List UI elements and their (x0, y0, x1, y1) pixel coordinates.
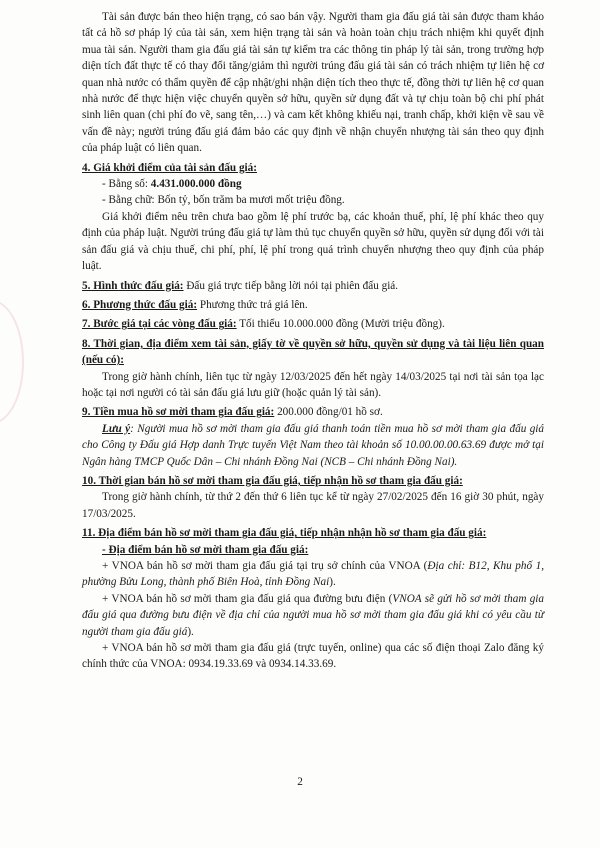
section-8-text: Trong giờ hành chính, liên tục từ ngày 12/03/2025 đến hết ngày 14/03/2025 tại nơi tài sản tọa lạc hoặc tại nơi người có tài sản đấu giá lưu giữ (hoặc quản lý tài sản). (82, 370, 544, 399)
section-7: 7. Bước giá tại các vòng đấu giá: Tối thiểu 10.000.000 đồng (Mười triệu đồng). (82, 318, 445, 331)
section-11-subtitle: - Địa điểm bán hồ sơ mời tham gia đấu giá: (102, 543, 309, 556)
section-10-text: Trong giờ hành chính, từ thứ 2 đến thứ 6 liên tục kể từ ngày 27/02/2025 đến 16 giờ 30 phút, ngày 17/03/2025. (82, 491, 544, 520)
intro-paragraph: Tài sản được bán theo hiện trạng, có sao bán vậy. Người tham gia đấu giá tài sản được tham khảo tất cả hồ sơ pháp lý của tài sản, xem hiện trạng tài sản và hoàn toàn chịu trách nhiệm khi quyết định mua tài sản. Người tham gia đấu giá tài sản tự kiểm tra các thông tin pháp lý tài sản, trong trường hợp diện tích đất thực tế có thay đổi tăng/giảm thì người trúng đấu giá tài sản có trách nhiệm tự liên hệ cơ quan nhà nước có thẩm quyền để cập nhật/ghi nhận diện tích theo thực tế, đồng thời tự liên hệ cơ quan nhà nước để thực hiện việc chuyển quyền sở hữu, quyền sử dụng đất và tự chịu toàn bộ chi phí phát sinh liên quan (chi phí đo vẽ, sang tên,…) và cam kết không khiếu nại, tranh chấp, khởi kiện về sau về vấn đề này; người trúng đấu giá đảm bảo các quy định về nhận chuyển nhượng tài sản theo quy định của pháp luật có liên quan. (82, 11, 544, 155)
start-price-words: - Bằng chữ: Bốn tỷ, bốn trăm ba mươi mốt triệu đồng. (102, 194, 345, 207)
page-content (82, 9, 544, 673)
section-10-title: 10. Thời gian bán hồ sơ mời tham gia đấu giá, tiếp nhận hồ sơ tham gia đấu giá: (82, 474, 463, 487)
section-9: 9. Tiền mua hồ sơ mời tham gia đấu giá: 200.000 đồng/01 hồ sơ. (82, 406, 383, 419)
page-number: 2 (297, 776, 303, 788)
section-5: 5. Hình thức đấu giá: Đấu giá trực tiếp bằng lời nói tại phiên đấu giá. (82, 279, 399, 292)
section-6: 6. Phương thức đấu giá: Phương thức trả giá lên. (82, 298, 308, 311)
section-11-title: 11. Địa điểm bán hồ sơ mời tham gia đấu giá, tiếp nhận nhận hồ sơ tham gia đấu giá: (82, 527, 487, 540)
section-8-title: 8. Thời gian, địa điểm xem tài sản, giấy tờ về quyền sở hữu, quyền sử dụng và tài liệu liên quan (nếu có): (82, 337, 544, 367)
section-9-note: Lưu ý: Người mua hồ sơ mời tham gia đấu giá thanh toán tiền mua hồ sơ mời tham gia đấu giá cho Công ty Đấu giá Hợp danh Trực tuyến Việt Nam theo tài khoản số 10.00.00.00.63.69 được mở tại Ngân hàng TMCP Quốc Dân – Chi nhánh Đồng Nai (NCB – Chi nhánh Đồng Nai). (82, 422, 544, 468)
section-11-bullet-office: + VNOA bán hồ sơ mời tham gia đấu giá tại trụ sở chính của VNOA (Địa chỉ: B12, Khu phố 1, phường Bửu Long, thành phố Biên Hoà, tỉnh Đồng Nai). (82, 560, 544, 589)
faded-seal-mark (0, 300, 24, 424)
section-11-bullet-online: + VNOA bán hồ sơ mời tham gia đấu giá (trực tuyến, online) qua các số điện thoại Zalo đăng ký chính thức của VNOA: 0934.19.33.69 và 0934.14.33.69. (82, 642, 544, 671)
start-price-number: - Bằng số: 4.431.000.000 đồng (102, 178, 242, 191)
section-11-bullet-post: + VNOA bán hồ sơ mời tham gia đấu giá qua đường bưu điện (VNOA sẽ gửi hồ sơ mời tham gia đấu giá qua đường bưu điện về địa chỉ của người mua hồ sơ mời tham gia đấu giá khi có yêu cầu từ người tham gia đấu giá). (82, 592, 544, 638)
section-4-title: 4. Giá khởi điểm của tài sản đấu giá: (82, 161, 257, 174)
start-price-note: Giá khởi điểm nêu trên chưa bao gồm lệ phí trước bạ, các khoản thuế, phí, lệ phí khác theo quy định của pháp luật. Người trúng đấu giá tự làm thủ tục chuyển quyền sở hữu, quyền sử dụng đối với tài sản đấu giá và chịu thuế, chi phí, phí, lệ phí trong quá trình chuyển nhượng theo quy định của pháp luật. (82, 210, 544, 273)
